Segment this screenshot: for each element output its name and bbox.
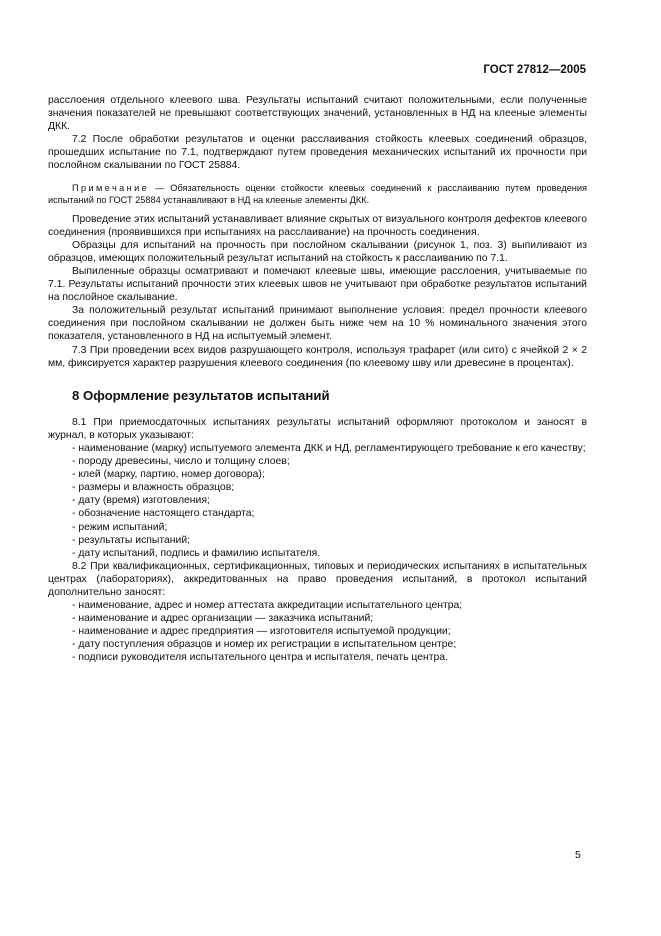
note xyxy=(48,182,587,206)
list-item: - клей (марку, партию, номер договора); xyxy=(72,469,265,481)
list-item: - породу древесины, число и толщину слоев; xyxy=(72,456,290,468)
list-item: - результаты испытаний; xyxy=(72,534,191,546)
page-body xyxy=(48,94,587,665)
paragraph-8-1: 8.1 При приемосдаточных испытаниях результаты испытаний оформляют протоколом и заносят в журнал, в которых указывают: xyxy=(48,416,587,441)
list-item: - дату испытаний, подпись и фамилию испытателя. xyxy=(72,547,321,559)
document-header: ГОСТ 27812—2005 xyxy=(483,64,586,76)
list-item: - размеры и влажность образцов; xyxy=(72,482,235,494)
section-heading: 8 Оформление результатов испытаний xyxy=(72,387,330,403)
paragraph: Проведение этих испытаний устанавливает влияние скрытых от визуального контроля дефектов клеевого соединения (проявившихся при испытаниях на расслаивание) на прочность соединения. xyxy=(48,213,587,238)
paragraph-7-2: 7.2 После обработки результатов и оценки расслаивания стойкость клеевых соединений образцов, прошедших испытание по 7.1, подтверждают путем проведения механических испытаний их прочности при послойном скалывании по ГОСТ 25884. xyxy=(48,134,587,172)
list-item: - наименование, адрес и номер аттестата аккредитации испытательного центра; xyxy=(72,600,463,612)
paragraph: расслоения отдельного клеевого шва. Результаты испытаний считают положительными, если полученные значения показателей не превышают соответствующих значений, установленных в НД на клееные элементы ДКК. xyxy=(48,95,587,133)
paragraph: Образцы для испытаний на прочность при послойном скалывании (рисунок 1, поз. 3) выпиливают из образцов, имеющих положительный результат испытаний на стойкость к расслаиванию по 7.1. xyxy=(48,239,587,264)
paragraph: Выпиленные образцы осматривают и помечают клеевые швы, имеющие расслоения, учитываемые по 7.1. Результаты испытаний прочности этих клеевых швов не учитывают при обработке результатов испытаний на послойное скалывание. xyxy=(48,265,587,304)
list-item: - дату поступления образцов и номер их регистрации в испытательном центре; xyxy=(72,639,457,651)
page-number: 5 xyxy=(575,849,581,861)
list-item: - обозначение настоящего стандарта; xyxy=(72,508,255,520)
list-item: - режим испытаний; xyxy=(72,521,168,533)
list-item: - наименование и адрес организации — заказчика испытаний; xyxy=(72,613,374,625)
note-text: — Обязательность оценки стойкости клеевых соединений к расслаиванию путем проведения испытаний по ГОСТ 25884 устанавливают в НД на клееные элементы ДКК. xyxy=(48,182,587,205)
paragraph-7-3: 7.3 При проведении всех видов разрушающего контроля, используя трафарет (или сито) с ячейкой 2 × 2 мм, фиксируется характер разрушения клеевого соединения (по клеевому шву или древесине в процентах). xyxy=(48,344,587,369)
list-item: - наименование и адрес предприятия — изготовителя испытуемой продукции; xyxy=(72,626,451,638)
list-item: - дату (время) изготовления; xyxy=(72,495,210,507)
list-item: - подписи руководителя испытательного центра и испытателя, печать центра. xyxy=(72,652,448,664)
note-label: Примечание xyxy=(72,182,150,193)
paragraph: За положительный результат испытаний принимают выполнение условия: предел прочности клеевого соединения при послойном скалывании не должен быть ниже чем на 10 % номинального значения этого показателя, установленного в НД на испытуемый элемент. xyxy=(48,305,587,343)
paragraph-8-2: 8.2 При квалификационных, сертификационных, типовых и периодических испытаниях в испытательных центрах (лабораториях), аккредитованных на право проведения испытаний, в протокол испытаний дополнительно заносят: xyxy=(48,560,587,598)
list-item: - наименование (марку) испытуемого элемента ДКК и НД, регламентирующего требование к его качеству; xyxy=(72,442,586,454)
